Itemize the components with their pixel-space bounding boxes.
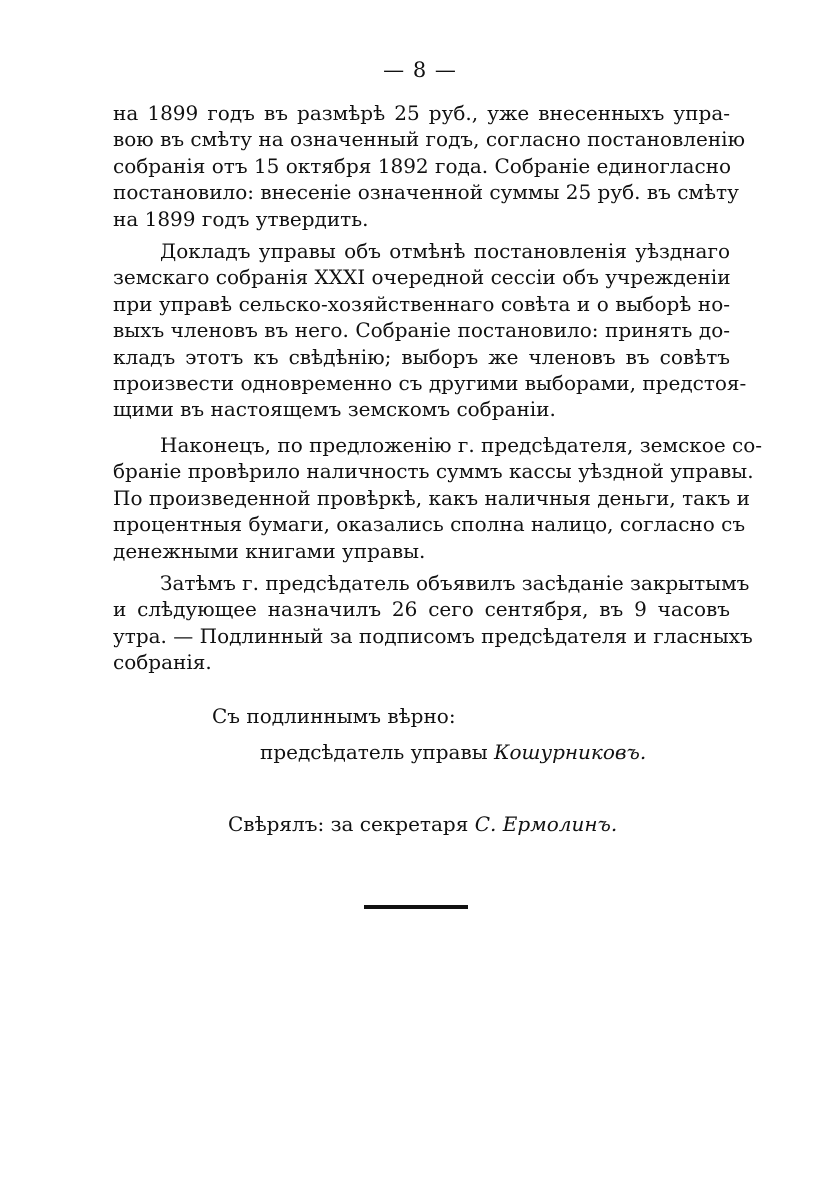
paragraph-1 [113,100,745,232]
text-line: процентныя бумаги, оказались сполна налицо, согласно съ [113,512,746,537]
text-line: вою въ смѣту на означенный годъ, согласно постановленію [113,127,745,152]
paragraph-2 [113,238,747,423]
text-line: Затѣмъ г. предсѣдатель объявилъ засѣданіе закрытымъ [160,571,750,595]
text-line: По произведенной провѣркѣ, какъ наличныя деньги, такъ и [113,485,750,510]
text-line: постановило: внесеніе означенной суммы 25 руб. въ смѣту [113,180,739,205]
text-line: денежными книгами управы. [113,538,426,563]
secretary-signature-line [228,812,617,836]
secretary-title: Свѣрялъ: за секретаря [228,812,469,836]
text-line: Наконецъ, по предложенію г. предсѣдателя, земское со- [160,433,763,457]
text-line: браніе провѣрило наличность суммъ кассы уѣздной управы. [113,459,754,484]
text-line: и слѣдующее назначилъ 26 сего сентября, въ 9 часовъ [113,597,730,622]
text-line: на 1899 годъ въ размѣрѣ 25 руб., уже внесенныхъ упра- [113,101,730,125]
chairman-name: Кошурниковъ. [494,740,647,764]
page-number: — 8 — [383,58,457,82]
text-line: собранія отъ 15 октября 1892 года. Собраніе единогласно [113,153,732,178]
text-line: щими въ настоящемъ земскомъ собраніи. [113,397,556,422]
text-line: при управѣ сельско-хозяйственнаго совѣта и о выборѣ но- [113,291,730,316]
attestation-line: Съ подлиннымъ вѣрно: [212,704,456,728]
chairman-signature-line [260,740,646,764]
text-line: утра. — Подлинный за подписомъ предсѣдателя и гласныхъ [113,623,753,648]
text-line: собранія. [113,650,212,675]
paragraph-3 [113,432,763,564]
text-line: произвести одновременно съ другими выборами, предстоя- [113,371,747,396]
text-line: на 1899 годъ утвердить. [113,206,369,231]
text-line: кладъ этотъ къ свѣдѣнію; выборъ же членовъ въ совѣтъ [113,344,730,369]
text-line: выхъ членовъ въ него. Собраніе постановило: принять до- [113,318,730,343]
text-line: Докладъ управы объ отмѣнѣ постановленія уѣзднаго [160,239,730,263]
secretary-name: С. Ермолинъ. [474,812,618,836]
text-line: земскаго собранія XXXI очередной сессіи объ учрежденіи [113,265,731,290]
closing-rule [364,905,468,909]
paragraph-4 [113,570,753,676]
chairman-title: предсѣдатель управы [260,740,488,764]
